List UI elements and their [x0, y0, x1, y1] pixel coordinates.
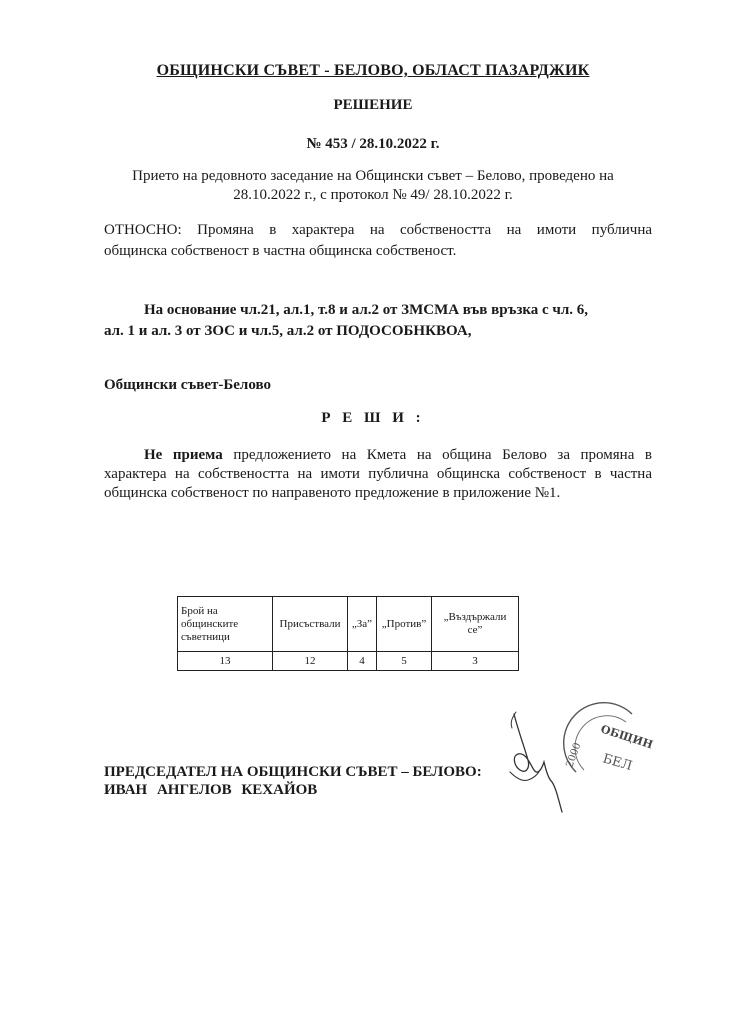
header-present: Присъствали [273, 597, 348, 652]
resolution-line-1-rest: предложението на Кмета на община Белово за промяна в [222, 447, 652, 463]
chair-name: ИВАН АНГЕЛОВ КЕХАЙОВ [104, 782, 318, 798]
legal-basis-line-2: ал. 1 и ал. 3 от ЗОС и чл.5, ал.2 от ПОДОСОБНКВОА, [104, 323, 472, 339]
resolution-bold: Не приема [144, 447, 223, 463]
official-stamp [562, 702, 655, 802]
value-against: 5 [377, 652, 432, 671]
council-name: Общински съвет-Белово [104, 377, 271, 393]
resolution-paragraph [104, 446, 652, 503]
decision-title: РЕШЕНИЕ [333, 97, 413, 113]
votes-values-row [178, 652, 519, 671]
handwritten-signature [500, 708, 570, 820]
value-for: 4 [348, 652, 377, 671]
header-for: „За” [348, 597, 377, 652]
adopted-line-2: 28.10.2022 г., с протокол № 49/ 28.10.2022 г. [233, 187, 513, 203]
subject-paragraph [104, 220, 652, 262]
chair-title: ПРЕДСЕДАТЕЛ НА ОБЩИНСКИ СЪВЕТ – БЕЛОВО: [104, 764, 482, 780]
votes-header-row [178, 597, 519, 652]
subject-line-1: ОТНОСНО: Промяна в характера на собствеността на имоти публична [104, 222, 652, 238]
decision-number: № 453 / 28.10.2022 г. [306, 136, 440, 152]
subject-line-2: общинска собственост в частна общинска собственост. [104, 243, 457, 259]
legal-basis-paragraph [104, 300, 636, 342]
value-abstained: 3 [432, 652, 519, 671]
header-total-councilors: Брой на общинските съветници [178, 597, 273, 652]
resolution-line-1 [104, 446, 652, 465]
stamp-text-top: ОБЩИН [599, 722, 655, 752]
value-total-councilors: 13 [178, 652, 273, 671]
header-abstained: „Въздържали се” [432, 597, 519, 652]
value-present: 12 [273, 652, 348, 671]
stamp-text-side: 2000 [564, 741, 584, 770]
votes-table [177, 596, 519, 671]
council-header: ОБЩИНСКИ СЪВЕТ - БЕЛОВО, ОБЛАСТ ПАЗАРДЖИК [156, 62, 590, 79]
stamp-text-mid: БЕЛ [600, 751, 634, 775]
header-against: „Против” [377, 597, 432, 652]
adopted-line-1: Прието на редовното заседание на Общински съвет – Белово, проведено на [132, 168, 614, 184]
resolution-line-2: характера на собствеността на имоти публична общинска собственост в частна [104, 466, 652, 482]
resolution-line-3: общинска собственост по направеното предложение в приложение №1. [104, 485, 561, 501]
resolves-heading: Р Е Ш И : [321, 410, 425, 426]
legal-basis-line-1: На основание чл.21, ал.1, т.8 и ал.2 от ЗМСМА във връзка с чл. 6, [144, 302, 589, 318]
